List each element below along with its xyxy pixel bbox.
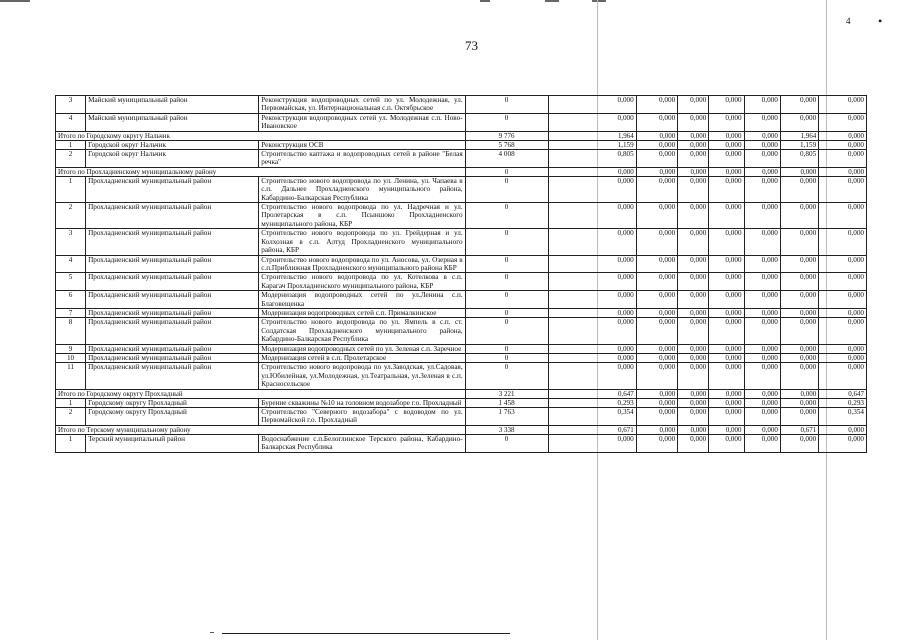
amount-cell: 0 [465,291,548,309]
value-cell: 0,000 [744,96,780,114]
value-cell: 0,000 [709,291,744,309]
row-number-cell: 11 [56,363,86,389]
value-cell: 0,000 [636,353,677,362]
value-cell: 0,000 [780,434,818,452]
value-cell: 0,000 [709,318,744,344]
value-cell: 0,000 [678,229,709,255]
value-cell: 0,000 [636,167,677,176]
value-cell: 1,964 [548,131,636,140]
value-cell: 0,000 [678,363,709,389]
value-cell: 1,159 [548,140,636,149]
value-cell: 0,000 [678,425,709,434]
page-number: 73 [465,38,478,53]
value-cell: 0,000 [548,203,636,229]
description-cell: Реконструкция водопроводных сетей ул. Молодежная с.п. Ново-Ивановское [259,113,465,131]
amount-cell: 0 [465,229,548,255]
value-cell: 0,000 [819,113,867,131]
value-cell: 0,000 [819,273,867,291]
value-cell: 0,000 [819,434,867,452]
value-cell: 0,000 [548,229,636,255]
value-cell: 0,000 [548,318,636,344]
value-cell: 0,000 [636,229,677,255]
description-cell: Модернизация водопроводных сетей по ул. Зеленая с.п. Заречное [259,344,465,353]
value-cell: 0,000 [709,150,744,168]
value-cell: 0,000 [548,176,636,202]
row-number-cell: 2 [56,203,86,229]
value-cell: 0,805 [548,150,636,168]
value-cell: 0,000 [678,291,709,309]
row-number-cell: 5 [56,273,86,291]
table-row [56,344,867,353]
value-cell: 0,000 [819,203,867,229]
row-number-cell: 1 [56,176,86,202]
district-cell: Прохладненский муниципальный район [86,229,259,255]
total-label-cell: Итого по Городскому округу Прохладный [56,389,466,398]
table-row [56,308,867,317]
amount-cell: 1 458 [465,398,548,407]
amount-cell: 0 [465,176,548,202]
table-row [56,113,867,131]
district-cell: Майский муниципальный район [86,96,259,114]
value-cell: 0,000 [709,140,744,149]
value-cell: 0,000 [548,344,636,353]
amount-cell: 3 338 [465,425,548,434]
description-cell: Строительство "Северного водозабора" с водоводом по ул. Первомайской г.о. Прохладный [259,408,465,426]
amount-cell: 9 776 [465,131,548,140]
value-cell: 0,000 [548,291,636,309]
value-cell: 0,671 [548,425,636,434]
value-cell: 0,000 [678,176,709,202]
value-cell: 0,000 [819,255,867,273]
value-cell: 0,000 [709,408,744,426]
value-cell: 0,000 [636,408,677,426]
value-cell: 0,000 [709,344,744,353]
row-number-cell: 3 [56,96,86,114]
value-cell: 0,000 [678,308,709,317]
value-cell: 0,000 [709,434,744,452]
value-cell: 0,000 [678,398,709,407]
corner-mark: 4 [846,16,851,26]
district-cell: Прохладненский муниципальный район [86,318,259,344]
value-cell: 0,000 [709,113,744,131]
value-cell: 0,000 [744,291,780,309]
row-number-cell: 1 [56,140,86,149]
top-edge-artifact [0,0,30,2]
value-cell: 0,000 [819,318,867,344]
value-cell: 0,000 [636,273,677,291]
amount-cell: 5 768 [465,140,548,149]
table-row [56,96,867,114]
value-cell: 0,000 [744,150,780,168]
value-cell: 0,000 [780,113,818,131]
value-cell: 0,000 [548,167,636,176]
value-cell: 0,000 [548,308,636,317]
value-cell: 0,000 [744,203,780,229]
value-cell: 0,000 [819,140,867,149]
value-cell: 0,000 [548,255,636,273]
row-number-cell: 10 [56,353,86,362]
value-cell: 0,000 [678,408,709,426]
description-cell: Модернизация водопроводных сетей по ул.Ленина с.п. Благовещенка [259,291,465,309]
total-row [56,167,867,176]
top-edge-artifact [480,0,490,2]
table-row [56,318,867,344]
financing-table [55,95,867,453]
value-cell: 0,000 [709,363,744,389]
value-cell: 0,000 [744,389,780,398]
value-cell: 0,000 [780,344,818,353]
value-cell: 0,000 [636,96,677,114]
district-cell: Прохладненский муниципальный район [86,203,259,229]
table-row [56,398,867,407]
value-cell: 0,000 [636,389,677,398]
amount-cell: 0 [465,167,548,176]
value-cell: 0,000 [709,167,744,176]
value-cell: 0,000 [744,363,780,389]
amount-cell: 0 [465,344,548,353]
description-cell: Реконструкция водопроводных сетей по ул. Молодежная, ул. Первомайская, ул. Интернациональная с.п. Октябрьское [259,96,465,114]
value-cell: 0,000 [819,353,867,362]
value-cell: 0,000 [548,273,636,291]
value-cell: 0,000 [709,229,744,255]
table-row [56,140,867,149]
value-cell: 0,000 [548,113,636,131]
value-cell: 0,000 [678,273,709,291]
footer-tick [210,632,214,633]
value-cell: 0,000 [780,318,818,344]
row-number-cell: 7 [56,308,86,317]
description-cell: Строительство нового водопровода по ул. Котелкова в с.п. Карагач Прохладненского муниципального района, КБР [259,273,465,291]
value-cell: 0,000 [780,389,818,398]
value-cell: 0,000 [636,308,677,317]
district-cell: Городскому округу Прохладный [86,398,259,407]
value-cell: 0,000 [709,353,744,362]
value-cell: 0,671 [780,425,818,434]
value-cell: 0,000 [744,425,780,434]
value-cell: 0,000 [819,167,867,176]
value-cell: 0,000 [780,176,818,202]
row-number-cell: 2 [56,408,86,426]
amount-cell: 0 [465,434,548,452]
table-row [56,434,867,452]
value-cell: 0,000 [636,363,677,389]
row-number-cell: 4 [56,255,86,273]
value-cell: 0,000 [744,167,780,176]
value-cell: 0,000 [709,131,744,140]
value-cell: 0,000 [636,255,677,273]
value-cell: 0,000 [780,308,818,317]
value-cell: 0,000 [744,273,780,291]
district-cell: Прохладненский муниципальный район [86,291,259,309]
district-cell: Городскому округу Прохладный [86,408,259,426]
value-cell: 0,000 [678,344,709,353]
table-row [56,291,867,309]
value-cell: 0,000 [636,176,677,202]
value-cell: 0,000 [636,434,677,452]
value-cell: 0,000 [744,353,780,362]
value-cell: 0,000 [819,131,867,140]
table-row [56,273,867,291]
value-cell: 0,293 [819,398,867,407]
value-cell: 0,000 [678,389,709,398]
value-cell: 0,000 [744,398,780,407]
table-row [56,150,867,168]
value-cell: 0,000 [636,398,677,407]
table-row [56,363,867,389]
amount-cell: 0 [465,113,548,131]
row-number-cell: 6 [56,291,86,309]
amount-cell: 0 [465,255,548,273]
description-cell: Строительство нового водопровода по ул. Грейдерная и ул. Колхозная в с.п. Алтуд Прохладненского муниципального района, КБР [259,229,465,255]
value-cell: 0,000 [780,291,818,309]
value-cell: 0,000 [744,308,780,317]
value-cell: 0,000 [744,255,780,273]
total-label-cell: Итого по Городскому округу Нальчик [56,131,466,140]
value-cell: 0,000 [780,255,818,273]
value-cell: 0,000 [744,434,780,452]
amount-cell: 4 008 [465,150,548,168]
value-cell: 0,000 [678,96,709,114]
table-row [56,229,867,255]
value-cell: 0,000 [819,363,867,389]
amount-cell: 0 [465,96,548,114]
value-cell: 0,000 [678,353,709,362]
description-cell: Реконструкция ОСВ [259,140,465,149]
district-cell: Прохладненский муниципальный район [86,255,259,273]
value-cell: 0,000 [780,273,818,291]
value-cell: 0,000 [744,408,780,426]
value-cell: 0,000 [548,363,636,389]
amount-cell: 0 [465,203,548,229]
value-cell: 0,000 [678,167,709,176]
value-cell: 0,000 [636,291,677,309]
value-cell: 0,000 [678,150,709,168]
value-cell: 0,000 [819,150,867,168]
corner-dot: • [878,14,883,28]
description-cell: Модернизация водопроводных сетей с.п. Прималкинское [259,308,465,317]
footer-line [222,633,510,634]
value-cell: 0,000 [744,176,780,202]
value-cell: 0,000 [744,140,780,149]
value-cell: 0,000 [819,344,867,353]
value-cell: 0,000 [636,113,677,131]
district-cell: Прохладненский муниципальный район [86,176,259,202]
amount-cell: 0 [465,363,548,389]
amount-cell: 1 763 [465,408,548,426]
value-cell: 0,000 [709,398,744,407]
value-cell: 0,000 [548,353,636,362]
total-label-cell: Итого по Терскому муниципальному району [56,425,466,434]
top-edge-artifact [545,0,559,2]
value-cell: 0,000 [709,273,744,291]
value-cell: 0,000 [636,140,677,149]
value-cell: 0,000 [548,434,636,452]
value-cell: 0,000 [709,96,744,114]
value-cell: 0,000 [636,203,677,229]
value-cell: 0,000 [678,113,709,131]
district-cell: Прохладненский муниципальный район [86,273,259,291]
amount-cell: 0 [465,318,548,344]
value-cell: 0,000 [636,344,677,353]
table-row [56,353,867,362]
value-cell: 0,000 [744,229,780,255]
amount-cell: 3 221 [465,389,548,398]
value-cell: 0,000 [744,131,780,140]
value-cell: 0,354 [548,408,636,426]
district-cell: Городской округ Нальчик [86,140,259,149]
total-row [56,425,867,434]
value-cell: 1,159 [780,140,818,149]
district-cell: Прохладненский муниципальный район [86,308,259,317]
value-cell: 0,000 [678,255,709,273]
value-cell: 0,000 [678,203,709,229]
value-cell: 0,000 [819,96,867,114]
value-cell: 0,000 [636,131,677,140]
value-cell: 0,000 [636,150,677,168]
district-cell: Прохладненский муниципальный район [86,363,259,389]
description-cell: Модернизация сетей в с.п. Пролетарское [259,353,465,362]
value-cell: 0,000 [678,434,709,452]
total-label-cell: Итого по Прохладненскому муниципальному району [56,167,466,176]
table-row [56,255,867,273]
value-cell: 0,000 [819,176,867,202]
value-cell: 0,000 [780,363,818,389]
row-number-cell: 3 [56,229,86,255]
value-cell: 0,000 [780,203,818,229]
value-cell: 0,000 [780,167,818,176]
value-cell: 0,000 [744,113,780,131]
value-cell: 0,000 [709,203,744,229]
amount-cell: 0 [465,308,548,317]
value-cell: 0,354 [819,408,867,426]
total-row [56,389,867,398]
value-cell: 0,000 [780,229,818,255]
district-cell: Прохладненский муниципальный район [86,344,259,353]
value-cell: 0,000 [709,425,744,434]
description-cell: Строительство каптажа и водопроводных сетей в районе "Белая речка" [259,150,465,168]
district-cell: Терский муниципальный район [86,434,259,452]
value-cell: 0,000 [744,318,780,344]
value-cell: 0,647 [819,389,867,398]
district-cell: Майский муниципальный район [86,113,259,131]
top-edge-artifact [592,0,606,2]
description-cell: Строительство нового водопровода по ул. Аносова, ул. Озерная в с.п.Приближная Прохладненского муниципального района КБР [259,255,465,273]
district-cell: Прохладненский муниципальный район [86,353,259,362]
district-cell: Городской округ Нальчик [86,150,259,168]
total-row [56,131,867,140]
value-cell: 0,000 [744,344,780,353]
row-number-cell: 4 [56,113,86,131]
value-cell: 0,000 [780,96,818,114]
description-cell: Строительство нового водопровода по ул. Ямпель в с.п. ст. Солдатская Прохладненского муниципального района, Кабардино-Балкарская Республика [259,318,465,344]
value-cell: 0,000 [636,425,677,434]
value-cell: 1,964 [780,131,818,140]
value-cell: 0,000 [636,318,677,344]
amount-cell: 0 [465,273,548,291]
description-cell: Строительство нового водопровода по ул. Надречная и ул. Пролетарская в с.п. Псыншоко Прохладненского муниципального района, КБР [259,203,465,229]
value-cell: 0,000 [780,398,818,407]
table-row [56,203,867,229]
description-cell: Бурение скважины №10 на головном водозаборе г.о. Прохладный [259,398,465,407]
row-number-cell: 2 [56,150,86,168]
value-cell: 0,000 [548,96,636,114]
table-row [56,176,867,202]
value-cell: 0,000 [819,308,867,317]
description-cell: Строительство нового водопровода по ул.Заводская, ул.Садовая, ул.Юбилейная, ул.Молодежная, ул.Театральная, ул.Зеленая в с.п. Красносельское [259,363,465,389]
table-body [56,96,867,453]
value-cell: 0,000 [678,318,709,344]
value-cell: 0,000 [819,291,867,309]
value-cell: 0,000 [709,176,744,202]
amount-cell: 0 [465,353,548,362]
value-cell: 0,000 [678,140,709,149]
row-number-cell: 9 [56,344,86,353]
value-cell: 0,805 [780,150,818,168]
description-cell: Строительство нового водопровода по ул. Ленина, ул. Чапаева в с.п. Дальнее Прохладненского муниципального района, Кабардино-Балкарская Республика [259,176,465,202]
value-cell: 0,000 [678,131,709,140]
row-number-cell: 1 [56,434,86,452]
value-cell: 0,647 [548,389,636,398]
value-cell: 0,293 [548,398,636,407]
value-cell: 0,000 [709,308,744,317]
value-cell: 0,000 [780,408,818,426]
value-cell: 0,000 [709,389,744,398]
row-number-cell: 8 [56,318,86,344]
row-number-cell: 1 [56,398,86,407]
description-cell: Водоснабжение с.п.Белоглинское Терского района, Кабардино-Балкарская Республика [259,434,465,452]
table-row [56,408,867,426]
value-cell: 0,000 [780,353,818,362]
value-cell: 0,000 [819,425,867,434]
value-cell: 0,000 [819,229,867,255]
value-cell: 0,000 [709,255,744,273]
